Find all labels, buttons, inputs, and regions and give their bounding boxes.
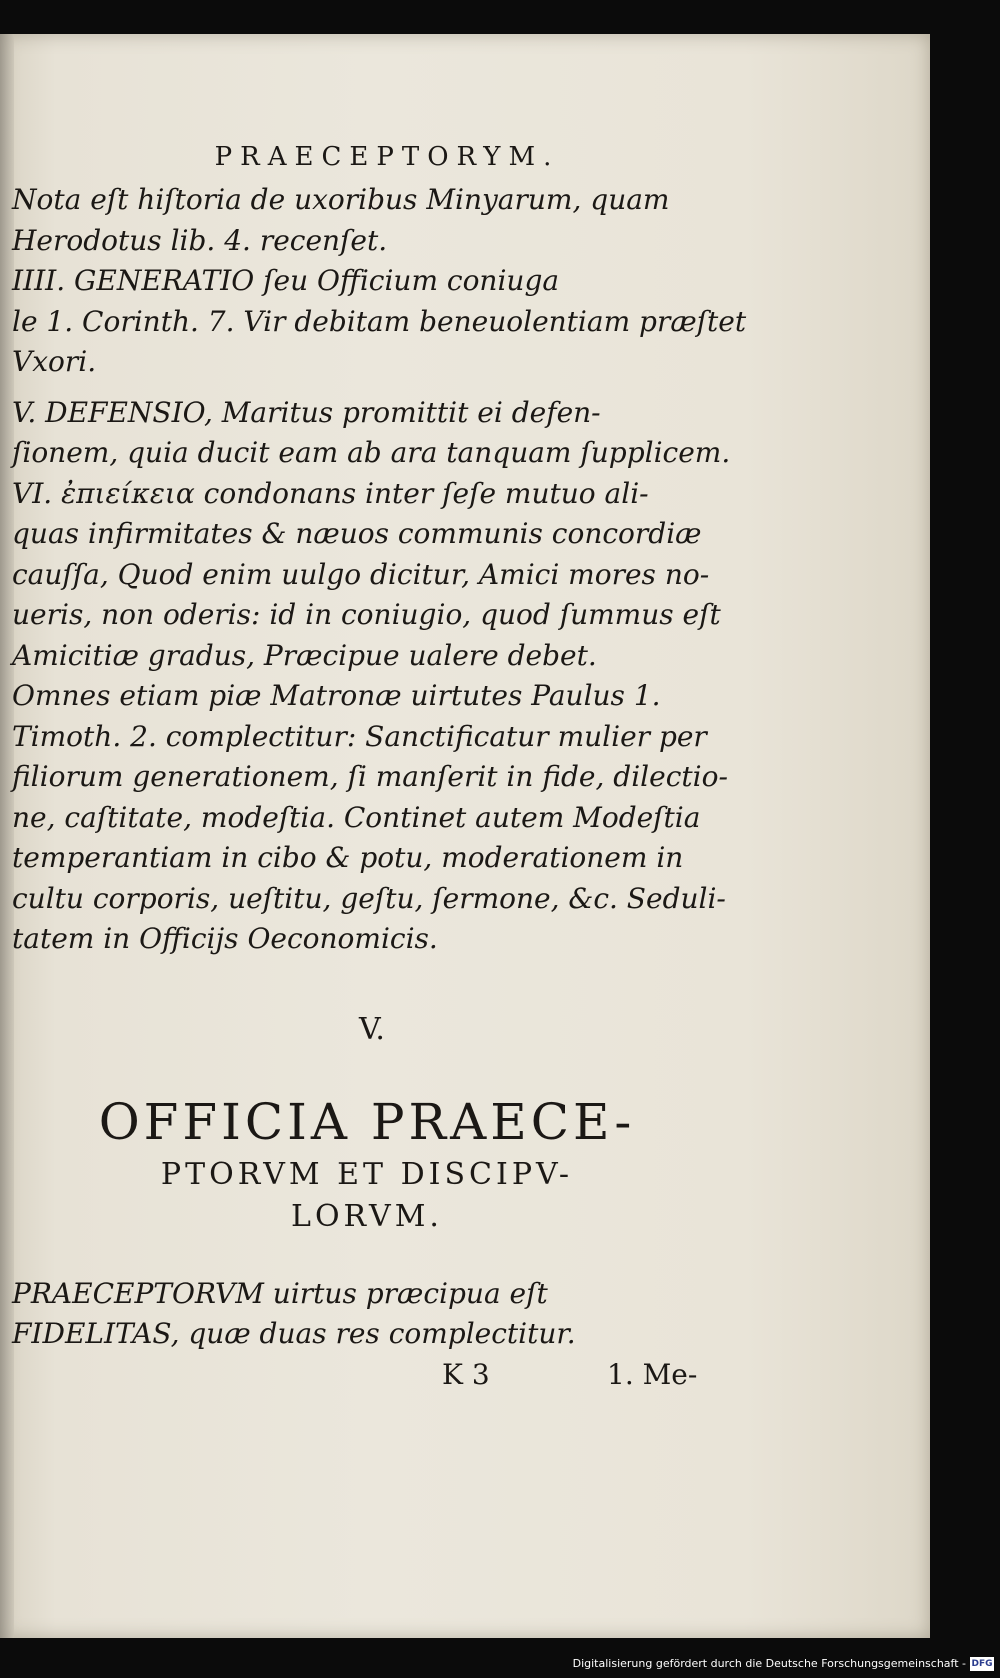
body-line: Omnes etiam piæ Matronæ uirtutes Paulus 1. <box>12 679 661 712</box>
section-title-line-2: PTORVM ET DISCIPV- <box>160 1156 574 1192</box>
footer-bar <box>0 1638 1000 1678</box>
body-line: temperantiam in cibo & potu, moderationem in <box>12 841 684 874</box>
body-line: Timoth. 2. complectitur: Sanctificatur mulier per <box>12 719 707 753</box>
body-line: cauſſa, Quod enim uulgo dicitur, Amici mores no- <box>12 557 710 591</box>
running-head: PRAECEPTORYM. <box>214 142 560 172</box>
body-line: IIII. GENERATIO ſeu Officium coniuga <box>12 264 560 297</box>
body-line: filiorum generationem, ſi manſerit in fide, dilectio- <box>12 760 728 793</box>
footer-credit: Digitalisierung gefördert durch die Deutsche Forschungsgemeinschaft - <box>572 1657 966 1670</box>
book-page <box>0 34 930 1638</box>
body-line: le 1. Corinth. 7. Vir debitam beneuolentiam præſtet <box>12 304 747 338</box>
body-line: quas infirmitates & næuos communis concordiæ <box>12 517 702 550</box>
dfg-logo: DFG <box>971 1659 993 1669</box>
section-title-line-3: LORVM. <box>291 1198 443 1234</box>
body-line: ueris, non oderis: id in coniugio, quod ſummus eſt <box>12 598 721 631</box>
body-line: V. DEFENSIO, Maritus promittit ei defen- <box>12 395 601 429</box>
body-line: cultu corporis, ueſtitu, geſtu, ſermone, &c. Seduli- <box>12 881 726 915</box>
signature-mark: K 3 <box>442 1357 490 1391</box>
body-line: Vxori. <box>12 345 97 378</box>
body-line: Nota eſt hiſtoria de uxoribus Minyarum, quam <box>12 183 670 216</box>
body-line: ſionem, quia ducit eam ab ara tanquam ſupplicem. <box>12 436 731 469</box>
section-title-line-1: OFFICIA PRAECE- <box>98 1092 636 1151</box>
spacer <box>12 1256 702 1274</box>
spacer <box>12 383 702 393</box>
page-text-block <box>12 134 747 1395</box>
closing-line: PRAECEPTORVM uirtus præcipua eſt <box>12 1276 548 1310</box>
closing-line: FIDELITAS, quæ duas res complectitur. <box>12 1317 576 1350</box>
catchword: 1. Me- <box>607 1357 698 1391</box>
body-line: tatem in Officijs Oeconomicis. <box>12 922 438 955</box>
section-number: V. <box>359 1011 385 1047</box>
body-line: Herodotus lib. 4. recenſet. <box>12 223 388 257</box>
body-line: VI. ἐπιείκεια condonans inter ſeſe mutuo ali- <box>12 476 649 510</box>
body-line: Amicitiæ gradus, Præcipue ualere debet. <box>12 638 597 672</box>
spacer <box>12 1238 702 1256</box>
page-foot <box>12 1355 702 1395</box>
body-line: ne, caſtitate, modeſtia. Continet autem Modeſtia <box>12 800 701 834</box>
